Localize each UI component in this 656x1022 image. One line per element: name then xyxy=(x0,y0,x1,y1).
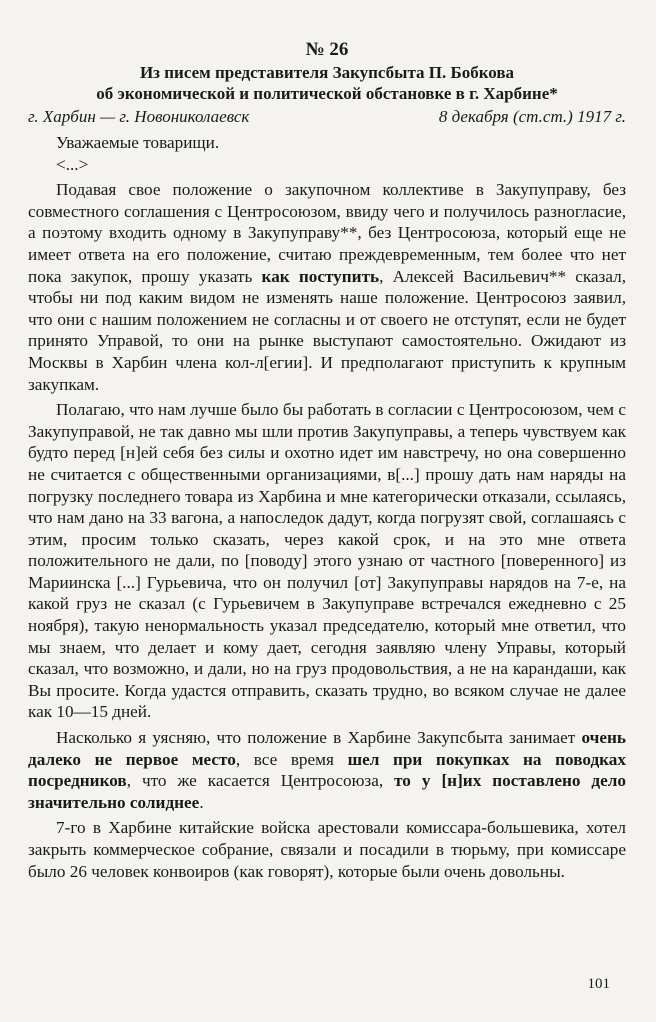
paragraph-1-text-a: Подавая свое положение о закупочном коллективе в Закупуправу, без совместного соглашения с Центросоюзом, ввиду чего и получилось разногласие, а поэтому входить одному в Закупуправу**, без Центросоюза, который еще не имеет ответа на его положение, считаю преждевременным, тем более что нет пока закупок, прошу указать xyxy=(28,180,626,286)
document-title-line-1: Из писем представителя Закупсбыта П. Бобкова xyxy=(139,63,515,82)
paragraph-1-bold-a: как поступить xyxy=(261,266,380,286)
paragraph-3-bold-c: то у [н]их поставлено дело значительно солиднее xyxy=(28,771,626,812)
dateline xyxy=(28,106,626,128)
paragraph-1 xyxy=(28,179,626,395)
greeting: Уважаемые товарищи. xyxy=(56,133,220,152)
document-number: № 26 xyxy=(305,39,349,60)
paragraph-3-bold-a: очень далеко не первое место xyxy=(28,728,626,769)
paragraph-3-text-a: Насколько я уясняю, что положение в Харбине Закупсбыта занимает xyxy=(56,728,582,748)
paragraph-4: 7-го в Харбине китайские войска арестовали комиссара-большевика, хотел закрыть коммерческое собрание, связали и посадили в тюрьму, при комиссаре было 26 человек конвоиров (как говорят), которые были очень довольны. xyxy=(28,818,626,881)
paragraph-3 xyxy=(28,727,626,813)
document-title-line-2: об экономической и политической обстановке в г. Харбине* xyxy=(96,84,558,103)
paragraph-3-text-c: , что же касается Центросоюза, xyxy=(126,771,395,791)
document-page xyxy=(28,38,626,886)
paragraph-3-text-b: , все время xyxy=(235,749,348,769)
dateline-date: 8 декабря (ст.ст.) 1917 г. xyxy=(438,107,626,126)
paragraph-3-bold-b: шел при покупках на поводках посредников xyxy=(28,749,626,791)
paragraph-3-text-d: . xyxy=(199,792,204,812)
page-number: 101 xyxy=(587,976,610,992)
paragraph-2: Полагаю, что нам лучше было бы работать в согласии с Центросоюзом, чем с Закупуправой, не так давно мы шли против Закупуправы, а теперь чувствуем как будто перед [н]ей себя без силы и охотно идет им навстречу, но она совершенно не считается с общественными организациями, в[...] прошу дать нам наряды на погрузку последнего товара из Харбина и мне категорически отказали, ссылаясь, что нам дано на 33 вагона, а напоследок дадут, когда погрузят свой, соглашаясь с этим, просим только сказать, через какой срок, и на это мне ответа положительного не дали, по [поводу] этого узнаю от частного [поверенного] из Мариинска [...] Гурьевича, что он получил [от] Закупуправы нарядов на 7-е, на какой груз не сказал (с Гурьевичем в Закупуправе встречался ежедневно с 25 ноября), такую ненормальность указал председателю, который мне ответил, что мы знаем, что делает и кому дает, сегодня заявляю члену Управы, который сказал, что возможно, и дали, но на груз продовольствия, а не на карандаши, как Вы просите. Когда удастся отправить, сказать трудно, во всяком случае не далее как 10—15 дней. xyxy=(28,400,626,722)
paragraph-1-text-b: , Алексей Васильевич** сказал, чтобы ни под каким видом не изменять наше положение. Центросоюз заявил, что они с нашим положением не согласны и от своего не отступят, если не будет принято Управой, то они на рынке выступают самостоятельно. Ожидают из Москвы в Харбин члена кол-л[егии]. И предполагают приступить к крупным закупкам. xyxy=(28,266,626,394)
dateline-place: г. Харбин — г. Новониколаевск xyxy=(28,107,250,126)
omission-mark: <...> xyxy=(56,154,89,174)
